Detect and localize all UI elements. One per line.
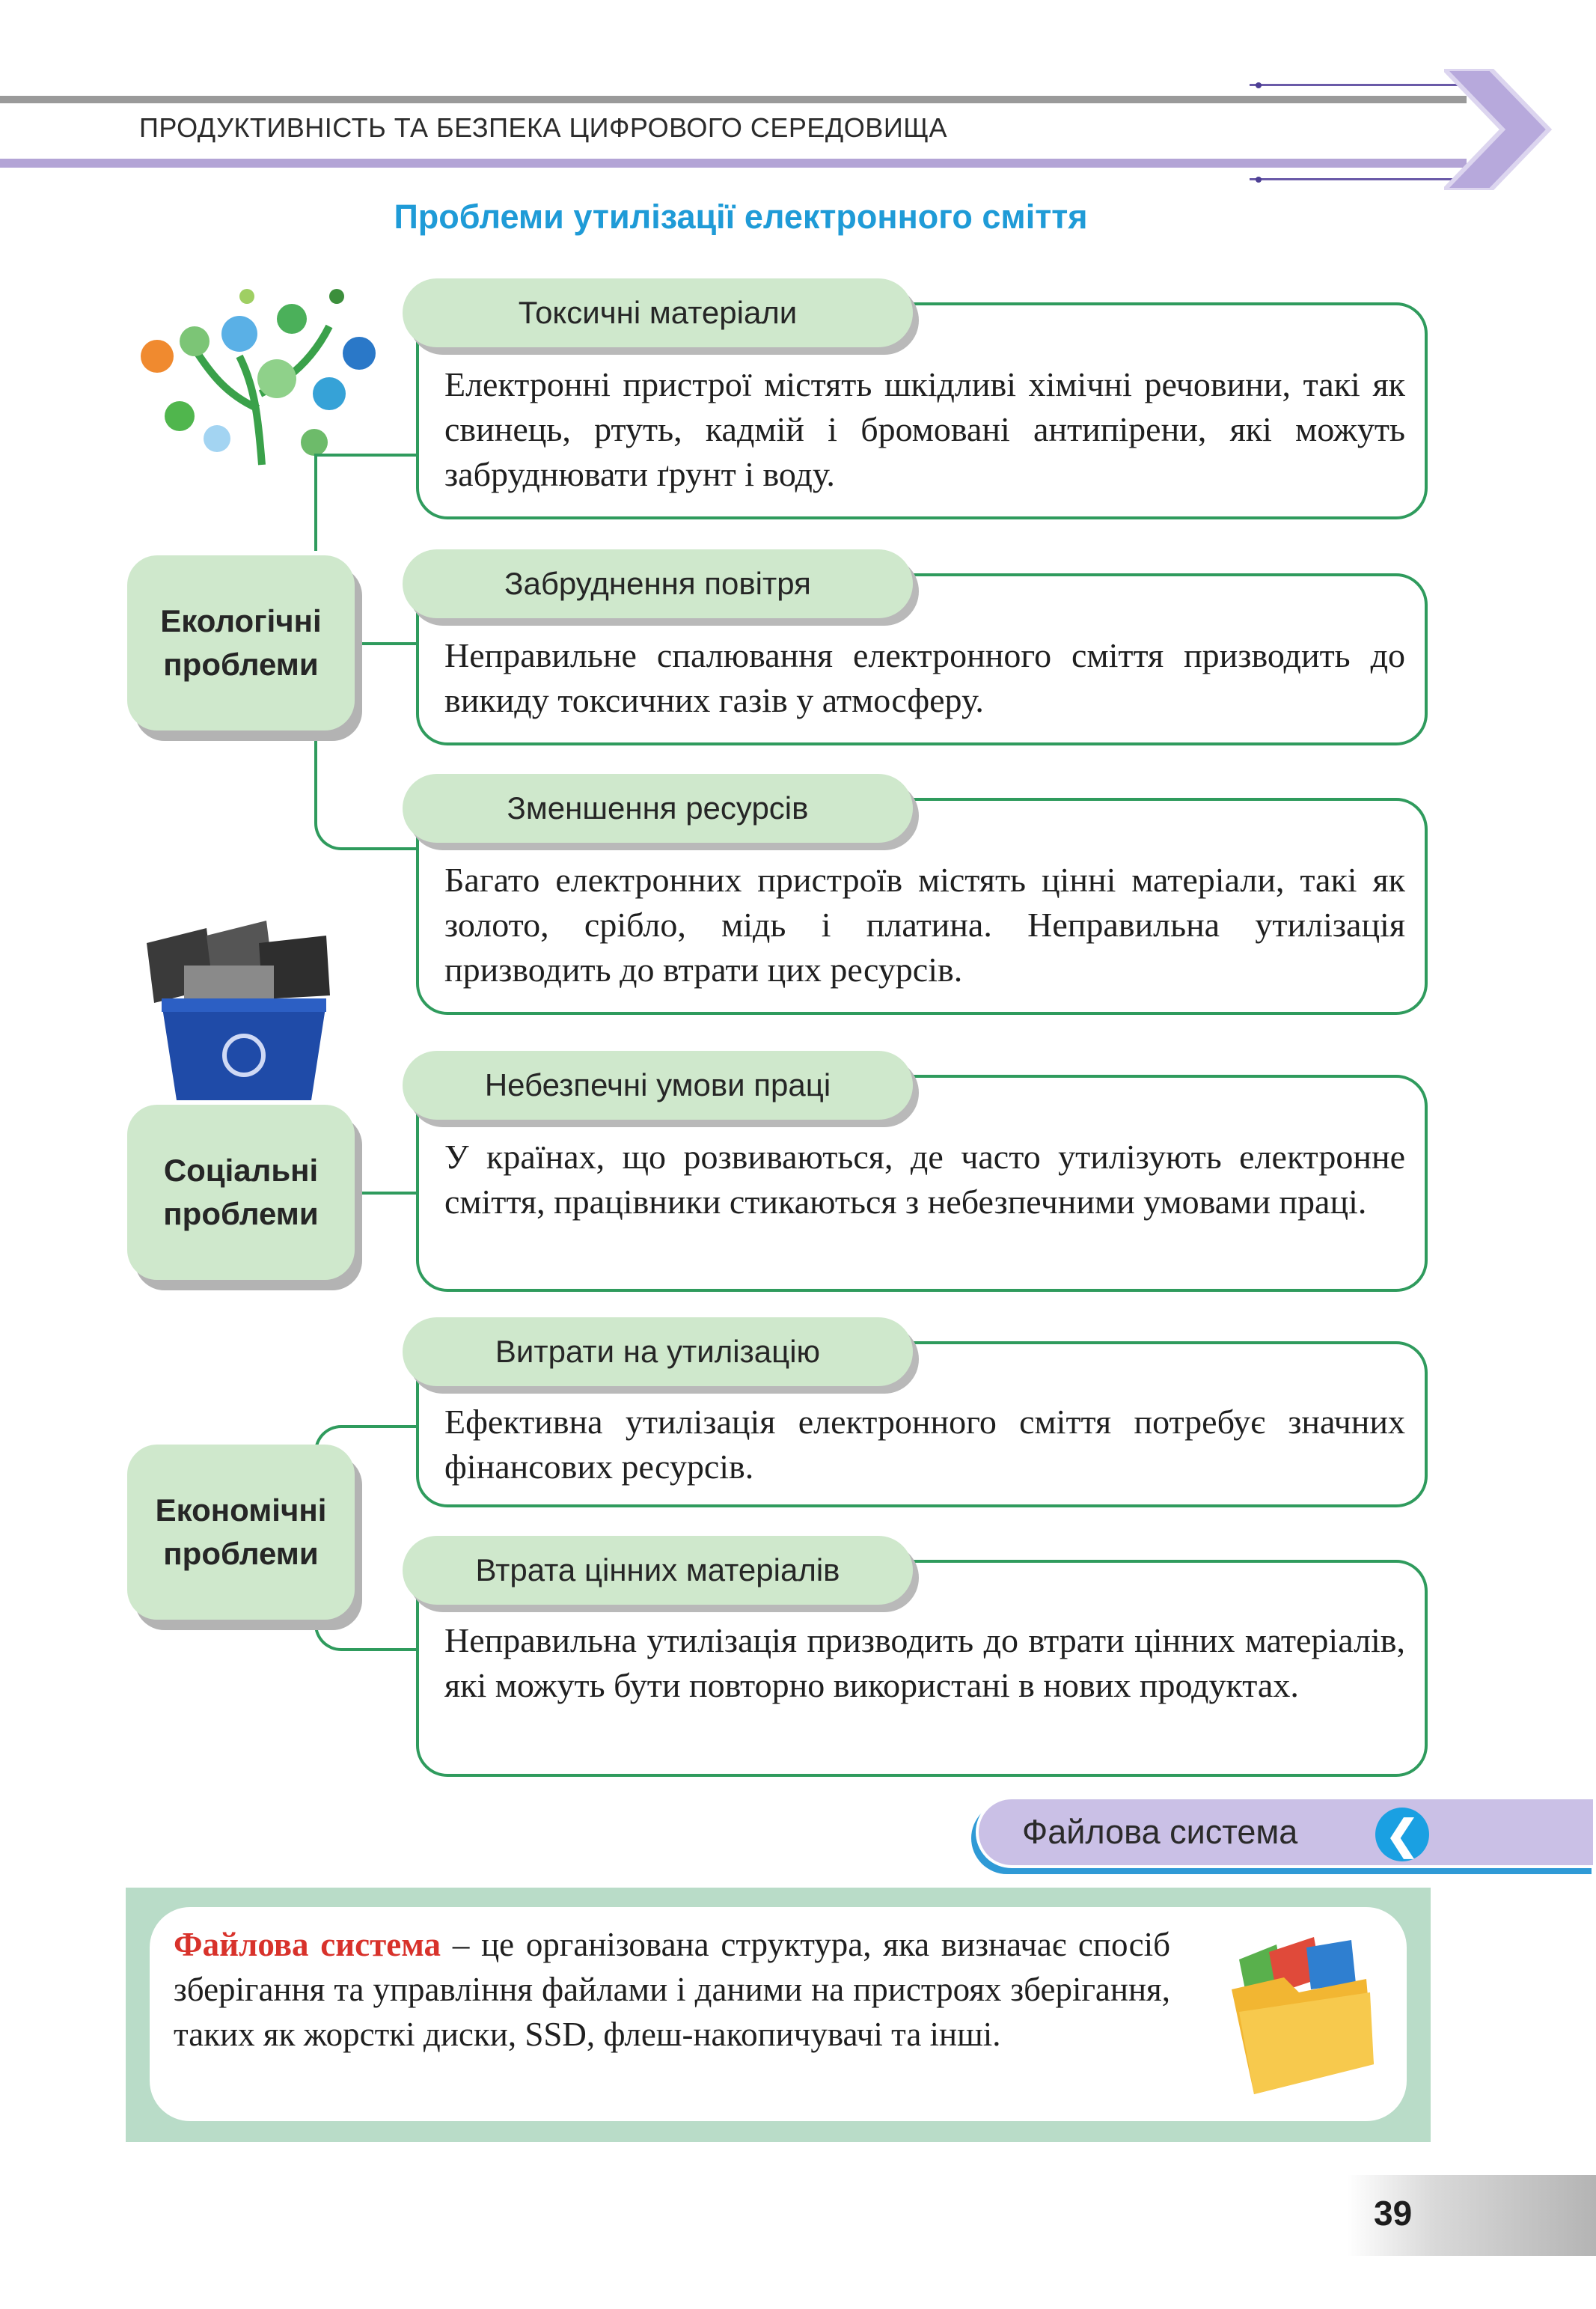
eco-tree-illustration [127, 281, 389, 469]
definition-text [174, 1922, 1170, 2057]
header-top-bar [0, 96, 1467, 103]
item-heading-materials: Втрата цінних матеріалів [403, 1536, 913, 1605]
item-heading-costs: Витрати на утилізацію [403, 1317, 913, 1386]
category-social: Соціальні проблеми [127, 1105, 355, 1280]
running-title: ПРОДУКТИВНІСТЬ ТА БЕЗПЕКА ЦИФРОВОГО СЕРЕДОВИЩА [139, 112, 947, 143]
item-text-labor: У країнах, що розвиваються, де часто утилізують електронне сміття, працівники стикаються з небезпечними умовами праці. [444, 1138, 1405, 1221]
connector-line [355, 1192, 416, 1195]
item-text-costs: Ефективна утилізація електронного сміття потребує значних фінансових ресурсів. [444, 1403, 1405, 1486]
category-economic: Економічні проблеми [127, 1445, 355, 1620]
header-deco-dot [1256, 177, 1262, 183]
header-arrow-icon [1444, 69, 1556, 190]
page-number: 39 [1374, 2194, 1413, 2233]
ewaste-bin-illustration [139, 921, 349, 1108]
item-text-resources: Багато електронних пристроїв містять цінні матеріали, такі як золото, срібло, мідь і платина. Неправильна утилізація призводить до втрати цих ресурсів. [444, 861, 1405, 989]
header-bottom-bar [0, 159, 1467, 168]
category-ecological: Екологічні проблеми [127, 555, 355, 730]
item-heading-resources: Зменшення ресурсів [403, 774, 913, 843]
header-deco-line [1250, 178, 1474, 180]
definition-body: – це організована структура, яка визначає спосіб зберігання та управління файлами і даними на пристроях зберігання, таких як жорсткі диски, SSD, флеш-накопичувачі та інші. [174, 1926, 1170, 2053]
connector-line [314, 454, 416, 457]
definition-term: Файлова система [174, 1926, 441, 1963]
item-text-air: Неправильне спалювання електронного сміття призводить до викиду токсичних газів у атмосферу. [444, 636, 1405, 719]
item-text-materials: Неправильна утилізація призводить до втрати цінних матеріалів, які можуть бути повторно використані в нових продуктах. [444, 1621, 1405, 1704]
header-deco-dot [1256, 82, 1262, 88]
item-heading-labor: Небезпечні умови праці [403, 1051, 913, 1120]
connector-line [314, 733, 419, 850]
page-title: Проблеми утилізації електронного сміття [394, 198, 1088, 236]
item-heading-air: Забруднення повітря [403, 549, 913, 618]
file-system-tab-label: Файлова система [1022, 1813, 1298, 1851]
connector-line [314, 1620, 419, 1651]
item-text-toxic: Електронні пристрої містять шкідливі хімічні речовини, такі як свинець, ртуть, кадмій і бромовані антипірени, які можуть забруднювати ґрунт і воду. [444, 365, 1405, 493]
item-heading-toxic: Токсичні матеріали [403, 278, 913, 347]
header-deco-line [1250, 84, 1474, 86]
chevron-left-icon[interactable]: ❮ [1375, 1808, 1429, 1861]
connector-line [355, 642, 416, 645]
connector-line [314, 454, 317, 551]
folder-icon [1217, 1937, 1381, 2097]
